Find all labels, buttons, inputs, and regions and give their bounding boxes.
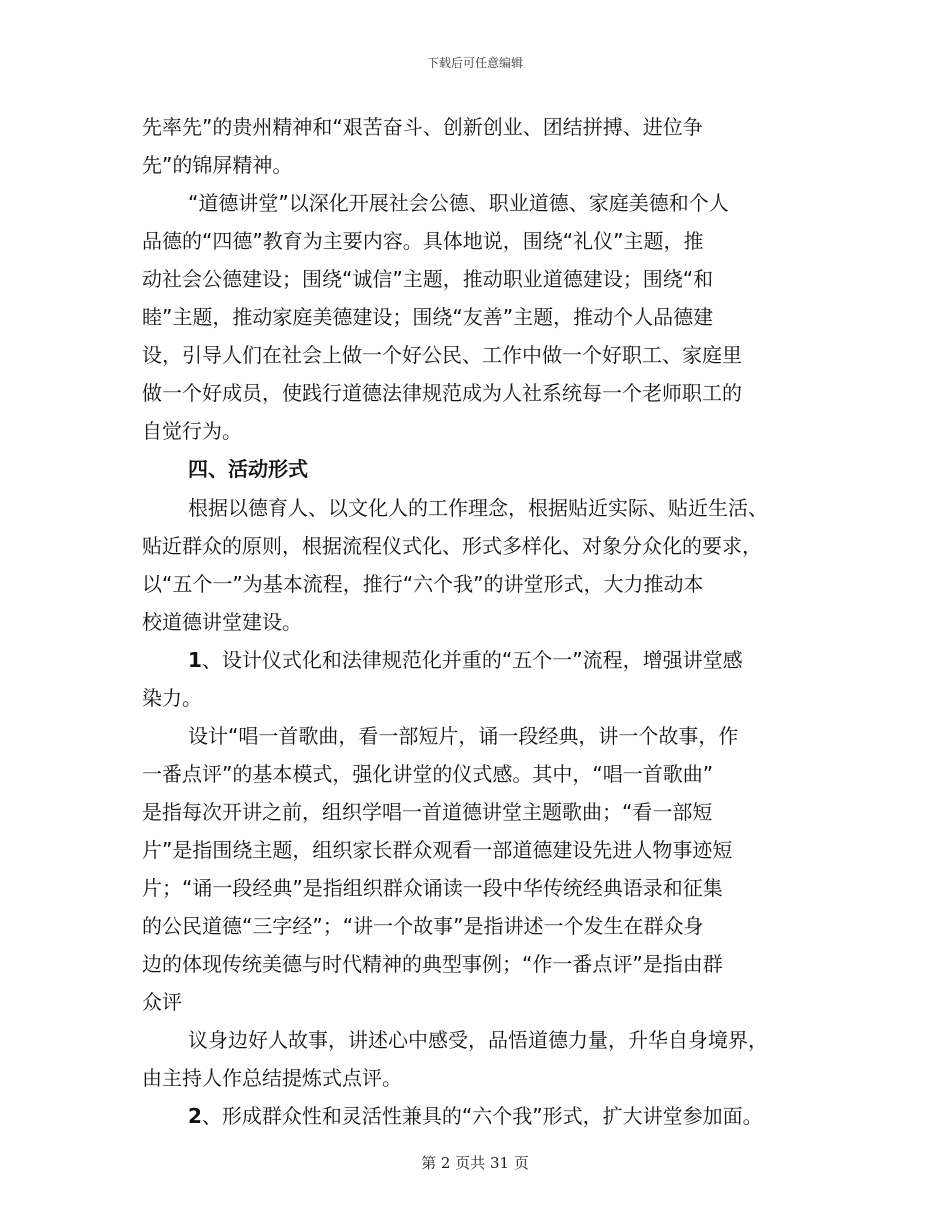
paragraph-item-1 (142, 641, 832, 717)
paragraph-comment (142, 1021, 832, 1097)
text-line: 贴近群众的原则，根据流程仪式化、形式多样化、对象分众化的要求， (142, 534, 762, 558)
section-heading: 四、活动形式 (188, 457, 308, 481)
text-line: 设计“唱一首歌曲，看一部短片，诵一段经典，讲一个故事，作 (188, 724, 739, 748)
document-body (142, 108, 832, 1135)
paragraph-item-2 (142, 1097, 832, 1135)
text-line: 先”的锦屏精神。 (142, 153, 293, 177)
paragraph-five-ones (142, 717, 832, 1021)
text-line: 先率先”的贵州精神和“艰苦奋斗、创新创业、团结拼搏、进位争 (142, 115, 703, 139)
text-line (142, 1097, 832, 1135)
paragraph-activity-form (142, 489, 832, 641)
item-text: 、形成群众性和灵活性兼具的“六个我”形式，扩大讲堂参加面。 (201, 1104, 763, 1128)
text-line: 染力。 (142, 686, 202, 710)
page-header-note: 下载后可任意编辑 (426, 56, 523, 70)
item-number: 2 (188, 1104, 202, 1128)
item-number: 1 (188, 648, 202, 672)
text-line: 众评 (142, 990, 182, 1014)
text-line: 是指每次开讲之前，组织学唱一首道德讲堂主题歌曲；“看一部短 (142, 800, 713, 824)
text-line: 边的体现传统美德与时代精神的典型事例；“作一番点评”是指由群 (142, 952, 723, 976)
item-text: 、设计仪式化和法律规范化并重的“五个一”流程，增强讲堂感 (201, 648, 743, 672)
text-line: 的公民道德“三字经”；“讲一个故事”是指讲述一个发生在群众身 (142, 914, 704, 938)
text-line: 由主持人作总结提炼式点评。 (142, 1066, 402, 1090)
text-line: 一番点评”的基本模式，强化讲堂的仪式感。其中，“唱一首歌曲” (142, 762, 714, 786)
text-line: 做一个好成员，使践行道德法律规范成为人社系统每一个老师职工的 (142, 381, 742, 405)
text-line: “道德讲堂”以深化开展社会公德、职业道德、家庭美德和个人 (188, 191, 729, 215)
text-line: 议身边好人故事，讲述心中感受，品悟道德力量，升华自身境界， (188, 1028, 768, 1052)
text-line: 品德的“四德”教育为主要内容。具体地说，围绕“礼仪”主题，推 (142, 229, 704, 253)
text-line: 校道德讲堂建设。 (142, 610, 302, 634)
paragraph-content-scope (142, 184, 832, 450)
text-line: 片；“诵一段经典”是指组织群众诵读一段中华传统经典语录和征集 (142, 876, 723, 900)
text-line: 动社会公德建设；围绕“诚信”主题，推动职业道德建设；围绕“和 (142, 267, 714, 291)
page-number: 第 2 页共 31 页 (421, 1154, 529, 1172)
text-line: 片”是指围绕主题，组织家长群众观看一部道德建设先进人物事迹短 (142, 838, 733, 862)
text-line (142, 641, 832, 679)
text-line: 睦”主题，推动家庭美德建设；围绕“友善”主题，推动个人品德建 (142, 305, 714, 329)
paragraph-spirit (142, 108, 832, 184)
text-line: 自觉行为。 (142, 419, 242, 443)
text-line: 以“五个一”为基本流程，推行“六个我”的讲堂形式，大力推动本 (142, 572, 704, 596)
text-line: 根据以德育人、以文化人的工作理念，根据贴近实际、贴近生活、 (188, 496, 768, 520)
text-line: 设，引导人们在社会上做一个好公民、工作中做一个好职工、家庭里 (142, 343, 742, 367)
